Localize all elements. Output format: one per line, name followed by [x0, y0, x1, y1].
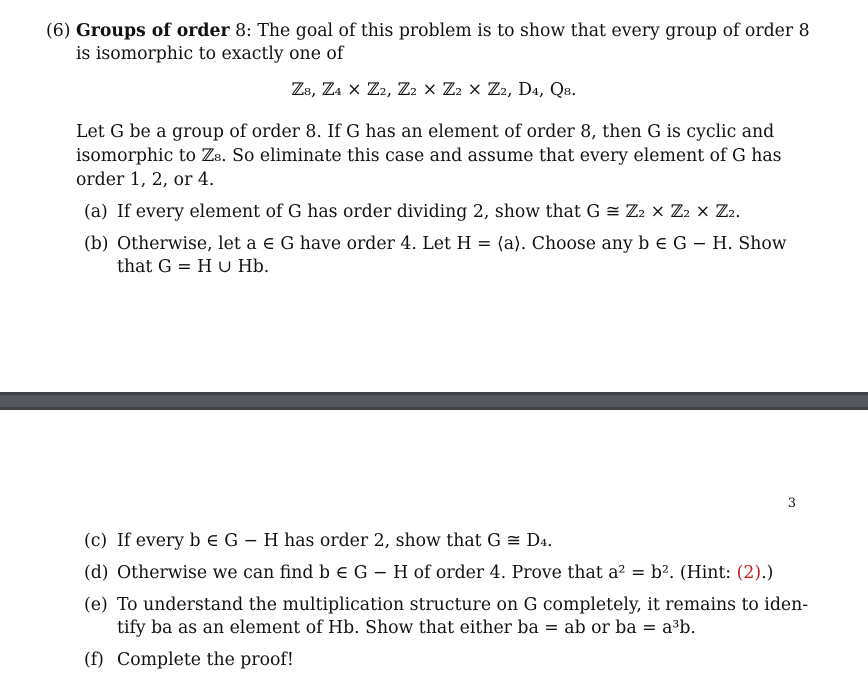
part-d-text-post: .) — [761, 563, 774, 583]
problem-title-number: 8: — [235, 21, 252, 41]
part-e-text-line2: tify ba as an element of Hb. Show that either ba = ab or ba = a³b. — [117, 618, 696, 638]
page-number: 3 — [787, 496, 796, 511]
part-d-label: (d) — [84, 563, 109, 583]
part-c-label: (c) — [84, 531, 108, 551]
hint-reference-link[interactable]: (2) — [736, 563, 762, 583]
part-f-label: (f) — [84, 650, 104, 670]
part-d-text-pre: Otherwise we can find b ∈ G − H of order 4. Prove that a² = b². (Hint: — [117, 563, 737, 583]
problem-number: (6) — [46, 21, 71, 41]
paragraph-line3: order 1, 2, or 4. — [76, 170, 215, 190]
groups-display: ℤ₈, ℤ₄ × ℤ₂, ℤ₂ × ℤ₂ × ℤ₂, D₄, Q₈. — [291, 80, 577, 100]
problem-header — [46, 20, 810, 43]
part-b-text-line1: Otherwise, let a ∈ G have order 4. Let H = ⟨a⟩. Choose any b ∈ G − H. Show — [117, 234, 787, 254]
part-e-text-line1: To understand the multiplication structure on G completely, it remains to iden- — [117, 595, 809, 615]
part-c-text: If every b ∈ G − H has order 2, show that G ≅ D₄. — [117, 531, 553, 551]
part-a-text: If every element of G has order dividing 2, show that G ≅ ℤ₂ × ℤ₂ × ℤ₂. — [117, 202, 741, 222]
problem-title: Groups of order — [75, 21, 230, 41]
paragraph-line1: Let G be a group of order 8. If G has an element of order 8, then G is cyclic and — [76, 122, 775, 142]
problem-intro-line1: The goal of this problem is to show that every group of order 8 — [257, 21, 810, 41]
part-b-label: (b) — [84, 234, 109, 254]
part-b-text-line2: that G = H ∪ Hb. — [117, 257, 270, 277]
part-e-label: (e) — [84, 595, 108, 615]
part-d-text — [117, 562, 773, 585]
page-separator — [0, 392, 868, 410]
paragraph-line2: isomorphic to ℤ₈. So eliminate this case and assume that every element of G has — [76, 146, 782, 166]
part-f-text: Complete the proof! — [117, 650, 294, 670]
part-a-label: (a) — [84, 202, 108, 222]
problem-intro-line2: is isomorphic to exactly one of — [76, 44, 344, 64]
